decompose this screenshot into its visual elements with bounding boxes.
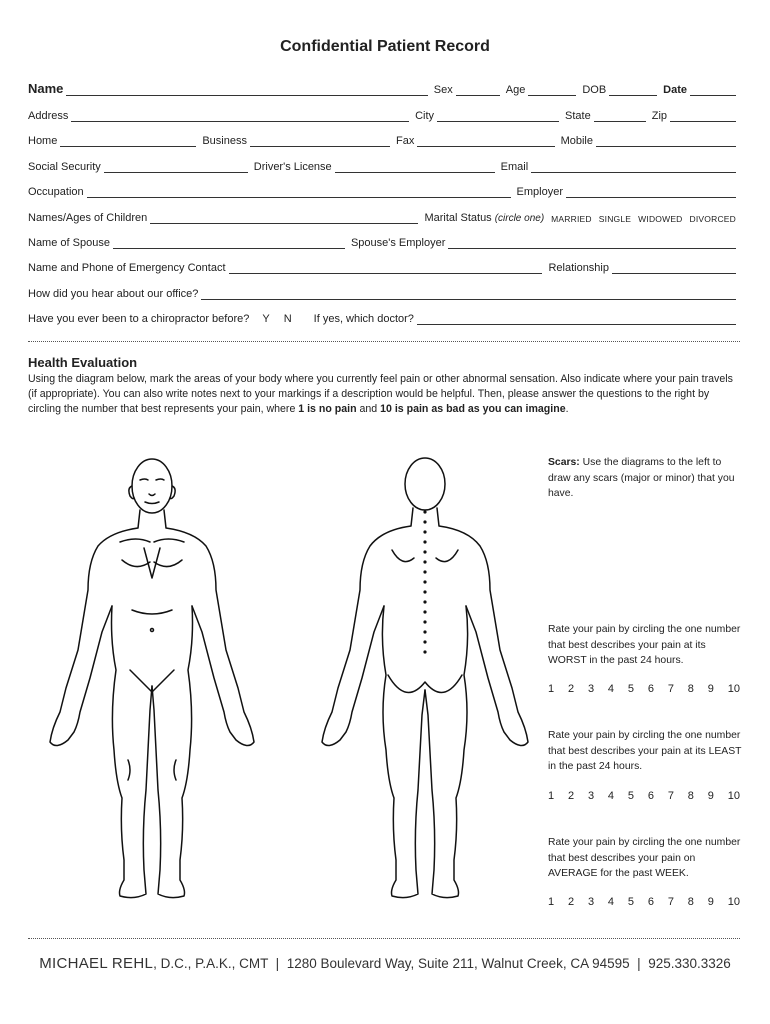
marital-option-married[interactable]: MARRIED [551, 214, 592, 224]
mobile-label: Mobile [560, 135, 593, 147]
fax-label: Fax [395, 135, 415, 147]
average-scale-6[interactable]: 6 [647, 896, 654, 908]
children-field[interactable] [150, 211, 418, 224]
ssn-field[interactable] [104, 160, 248, 173]
home-field[interactable] [60, 134, 196, 147]
least-pain-scale [548, 790, 740, 802]
email-field[interactable] [531, 160, 736, 173]
page-title: Confidential Patient Record [280, 38, 490, 55]
home-label: Home [28, 135, 58, 147]
spouse-employer-label: Spouse's Employer [350, 237, 446, 249]
scars-instructions: Scars: Use the diagrams to the left to draw any scars (major or minor) that you have. [548, 457, 735, 499]
sex-field[interactable] [456, 83, 500, 96]
name-label: Name [28, 81, 64, 96]
dob-label: DOB [582, 84, 607, 96]
sex-label: Sex [433, 84, 453, 96]
average-scale-2[interactable]: 2 [567, 896, 575, 908]
children-row [28, 208, 736, 224]
name-field[interactable] [66, 83, 427, 96]
chiro-label: Have you ever been to a chiropractor before? [28, 313, 250, 325]
section-divider [28, 341, 740, 342]
state-label: State [565, 110, 591, 122]
average-scale-5[interactable]: 5 [627, 896, 634, 908]
least-scale-3[interactable]: 3 [587, 790, 595, 802]
marital-option-divorced[interactable]: DIVORCED [689, 214, 736, 224]
doctor-credentials: , D.C., P.A.K., CMT [153, 956, 269, 971]
least-scale-10[interactable]: 10 [727, 790, 740, 802]
occupation-row [28, 182, 736, 198]
dob-field[interactable] [609, 83, 657, 96]
zip-field[interactable] [670, 109, 736, 122]
footer-divider [28, 938, 740, 939]
address-field[interactable] [71, 109, 409, 122]
employer-label: Employer [516, 186, 563, 198]
footer [0, 955, 770, 972]
footer-separator: | [637, 956, 641, 971]
age-label: Age [505, 84, 526, 96]
average-scale-1[interactable]: 1 [548, 896, 555, 908]
worst-scale-2[interactable]: 2 [567, 683, 575, 695]
worst-scale-1[interactable]: 1 [548, 683, 555, 695]
average-pain-question: Rate your pain by circling the one number that best describes your pain on AVERAGE for the past WEEK. [548, 837, 741, 879]
spouse-field[interactable] [113, 236, 345, 249]
id-row [28, 157, 736, 173]
business-field[interactable] [250, 134, 390, 147]
health-evaluation-title: Health Evaluation [28, 355, 138, 370]
occupation-field[interactable] [87, 185, 511, 198]
relationship-label: Relationship [548, 262, 609, 274]
worst-scale-7[interactable]: 7 [667, 683, 674, 695]
doctor-name: MICHAEL REHL [39, 955, 154, 972]
hear-field[interactable] [201, 287, 736, 300]
worst-scale-3[interactable]: 3 [587, 683, 595, 695]
chiropractor-row [28, 309, 736, 325]
state-field[interactable] [594, 109, 646, 122]
least-scale-8[interactable]: 8 [687, 790, 694, 802]
occupation-label: Occupation [28, 186, 84, 198]
average-scale-7[interactable]: 7 [667, 896, 674, 908]
worst-scale-10[interactable]: 10 [727, 683, 740, 695]
city-label: City [415, 110, 435, 122]
phone-row [28, 131, 736, 147]
footer-separator: | [275, 956, 280, 971]
which-doctor-field[interactable] [417, 312, 736, 325]
chiro-yes[interactable]: Y [262, 313, 270, 325]
which-doctor-label: If yes, which doctor? [313, 313, 414, 325]
back-body-diagram[interactable] [310, 450, 540, 920]
marital-option-widowed[interactable]: WIDOWED [638, 214, 683, 224]
emergency-field[interactable] [229, 261, 543, 274]
business-label: Business [202, 135, 247, 147]
zip-label: Zip [651, 110, 667, 122]
average-scale-8[interactable]: 8 [687, 896, 694, 908]
date-label: Date [663, 84, 687, 96]
worst-scale-5[interactable]: 5 [627, 683, 634, 695]
address-label: Address [28, 110, 69, 122]
city-field[interactable] [437, 109, 559, 122]
average-pain-scale [548, 896, 740, 908]
average-scale-3[interactable]: 3 [587, 896, 595, 908]
least-pain-question: Rate your pain by circling the one number that best describes your pain at its LEAST in the past 24 hours. [548, 730, 742, 772]
emergency-row [28, 258, 736, 274]
least-scale-6[interactable]: 6 [647, 790, 654, 802]
ssn-label: Social Security [28, 161, 101, 173]
hear-label: How did you hear about our office? [28, 288, 199, 300]
name-row [28, 80, 736, 96]
worst-scale-9[interactable]: 9 [707, 683, 714, 695]
worst-pain-question: Rate your pain by circling the one number that best describes your pain at its WORST in the past 24 hours. [548, 624, 741, 666]
mobile-field[interactable] [596, 134, 736, 147]
least-scale-5[interactable]: 5 [627, 790, 634, 802]
age-field[interactable] [528, 83, 576, 96]
average-scale-4[interactable]: 4 [607, 896, 615, 908]
worst-pain-scale [548, 683, 740, 695]
health-evaluation-instructions: Using the diagram below, mark the areas of your body where you currently feel pain or other abnormal sensation. Also indicate where your pain travels (if appropriate). You can also write notes next to your markings if a description would be helpful. Then, please answer the questions to the right by circling the number that best represents your pain, where 1 is no pain and 10 is pain as bad as you can imagine. [28, 373, 733, 415]
front-body-diagram[interactable] [40, 450, 270, 920]
least-scale-2[interactable]: 2 [567, 790, 575, 802]
marital-label: Marital Status [424, 212, 492, 224]
average-scale-10[interactable]: 10 [727, 896, 740, 908]
license-field[interactable] [335, 160, 495, 173]
emergency-label: Name and Phone of Emergency Contact [28, 262, 226, 274]
referral-row [28, 284, 736, 300]
least-scale-1[interactable]: 1 [548, 790, 555, 802]
least-scale-4[interactable]: 4 [607, 790, 615, 802]
worst-scale-4[interactable]: 4 [607, 683, 615, 695]
chiro-no[interactable]: N [283, 313, 292, 325]
date-field[interactable] [690, 83, 736, 96]
spouse-employer-field[interactable] [448, 236, 736, 249]
email-label: Email [500, 161, 529, 173]
office-address: 1280 Boulevard Way, Suite 211, Walnut Creek, CA 94595 [286, 956, 630, 971]
spouse-row [28, 233, 736, 249]
address-row [28, 106, 736, 122]
children-label: Names/Ages of Children [28, 212, 148, 224]
office-phone: 925.330.3326 [648, 956, 731, 971]
average-scale-9[interactable]: 9 [707, 896, 714, 908]
license-label: Driver's License [253, 161, 332, 173]
relationship-field[interactable] [612, 261, 736, 274]
employer-field[interactable] [566, 185, 736, 198]
spouse-label: Name of Spouse [28, 237, 110, 249]
marital-hint: (circle one) [494, 213, 545, 224]
worst-scale-8[interactable]: 8 [687, 683, 694, 695]
least-scale-7[interactable]: 7 [667, 790, 674, 802]
marital-option-single[interactable]: SINGLE [598, 214, 632, 224]
least-scale-9[interactable]: 9 [707, 790, 714, 802]
worst-scale-6[interactable]: 6 [647, 683, 654, 695]
fax-field[interactable] [417, 134, 554, 147]
